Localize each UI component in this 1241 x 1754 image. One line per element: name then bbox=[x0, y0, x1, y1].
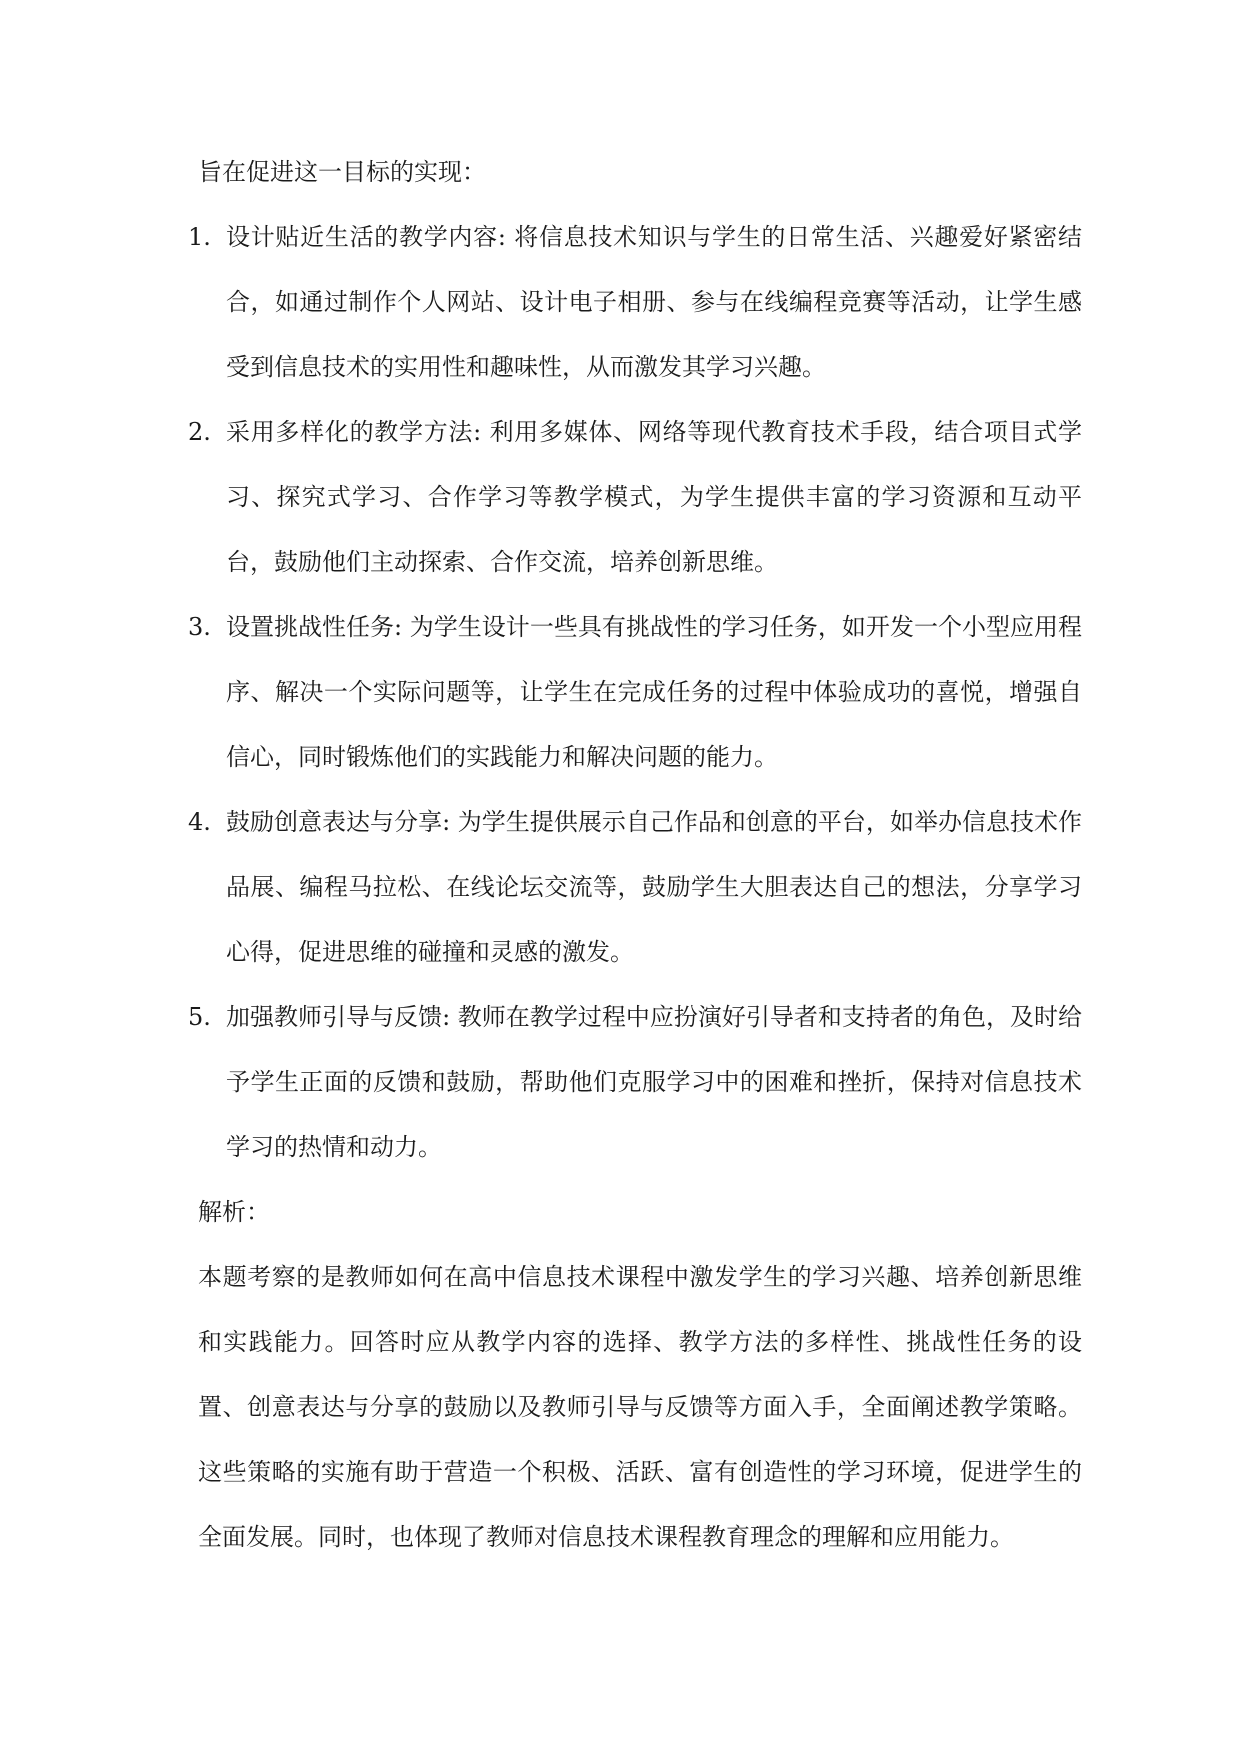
list-item-text: 设计贴近生活的教学内容: 将信息技术知识与学生的日常生活、兴趣爱好紧密结合，如通过制作个人网站、设计电子相册、参与在线编程竞赛等活动，让学生感受到信息技术的实用性和趣味性，从而激发其学习兴趣。 bbox=[226, 223, 1082, 381]
list-item-number: 5. bbox=[188, 1003, 211, 1031]
list-item-text: 鼓励创意表达与分享: 为学生提供展示自己作品和创意的平台，如举办信息技术作品展、编程马拉松、在线论坛交流等，鼓励学生大胆表达自己的想法，分享学习心得，促进思维的碰撞和灵感的激发。 bbox=[226, 808, 1082, 966]
list-item bbox=[188, 205, 1082, 400]
list-item bbox=[188, 595, 1082, 790]
analysis-heading: 解析： bbox=[198, 1198, 270, 1226]
list-item-text: 采用多样化的教学方法: 利用多媒体、网络等现代教育技术手段，结合项目式学习、探究式学习、合作学习等教学模式，为学生提供丰富的学习资源和互动平台，鼓励他们主动探索、合作交流，培养创新思维。 bbox=[226, 418, 1082, 576]
strategy-list bbox=[188, 205, 1082, 1180]
list-item bbox=[188, 790, 1082, 985]
list-item-number: 1. bbox=[188, 223, 211, 251]
list-item-text: 加强教师引导与反馈: 教师在教学过程中应扮演好引导者和支持者的角色，及时给予学生正面的反馈和鼓励，帮助他们克服学习中的困难和挫折，保持对信息技术学习的热情和动力。 bbox=[226, 1003, 1082, 1161]
list-item-number: 4. bbox=[188, 808, 211, 836]
list-item bbox=[188, 400, 1082, 595]
analysis-paragraph: 本题考察的是教师如何在高中信息技术课程中激发学生的学习兴趣、培养创新思维和实践能力。回答时应从教学内容的选择、教学方法的多样性、挑战性任务的设置、创意表达与分享的鼓励以及教师引导与反馈等方面入手，全面阐述教学策略。这些策略的实施有助于营造一个积极、活跃、富有创造性的学习环境，促进学生的全面发展。同时，也体现了教师对信息技术课程教育理念的理解和应用能力。 bbox=[198, 1263, 1082, 1551]
intro-line: 旨在促进这一目标的实现： bbox=[198, 158, 486, 186]
list-item-number: 3. bbox=[188, 613, 211, 641]
list-item bbox=[188, 985, 1082, 1180]
page-content bbox=[188, 140, 1082, 1570]
list-item-text: 设置挑战性任务: 为学生设计一些具有挑战性的学习任务，如开发一个小型应用程序、解决一个实际问题等，让学生在完成任务的过程中体验成功的喜悦，增强自信心，同时锻炼他们的实践能力和解决问题的能力。 bbox=[226, 613, 1082, 771]
list-item-number: 2. bbox=[188, 418, 211, 446]
